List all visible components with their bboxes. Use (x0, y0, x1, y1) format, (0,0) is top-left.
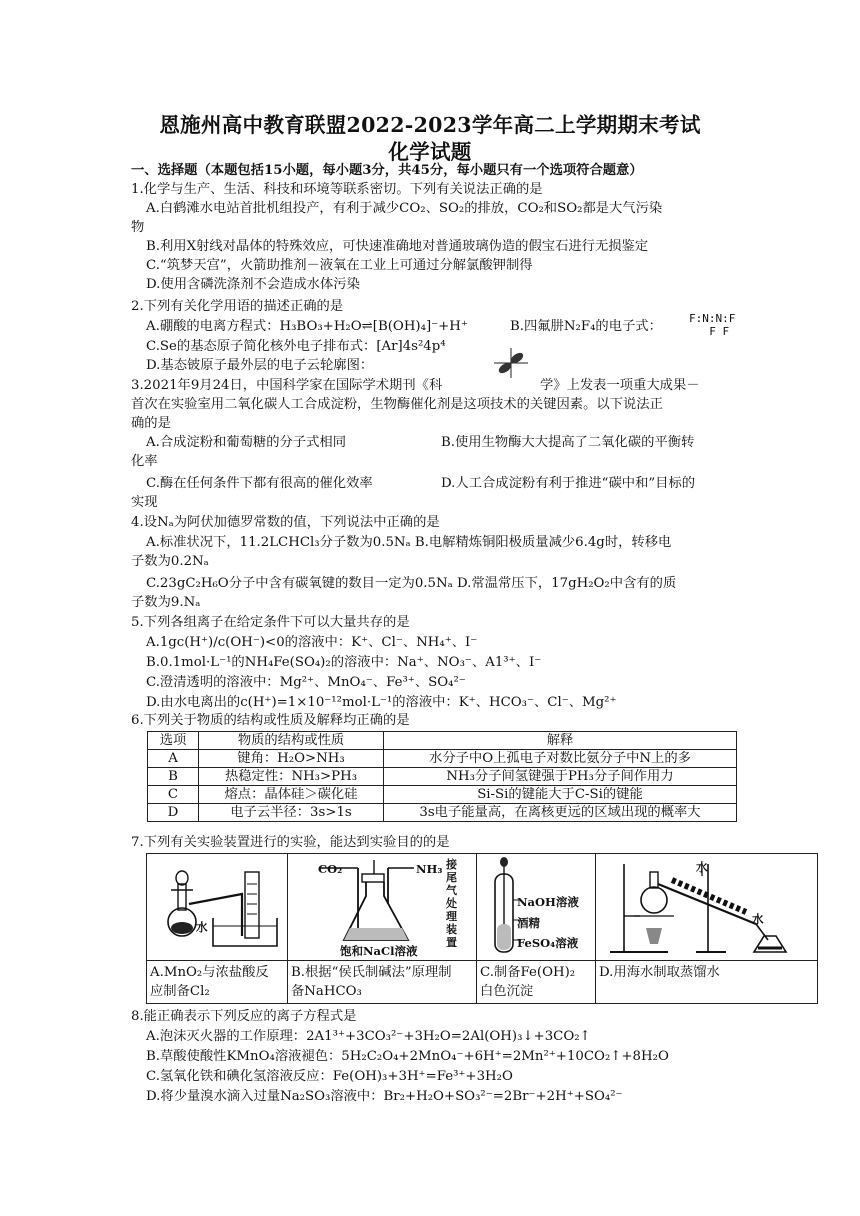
q6-table (147, 731, 737, 822)
lewis-top: F:N:N:F (689, 312, 736, 325)
q5-option-a: A.1gc(H⁺)/c(OH⁻)<0的溶液中：K⁺、Cl⁻、NH₄⁺、I⁻ (146, 635, 478, 650)
label-co2: CO₂ (318, 862, 343, 876)
table-row (148, 750, 737, 768)
exam-title: 恩施州高中教育联盟2022-2023学年高二上学期期末考试 (159, 113, 701, 137)
q8-option-a: A.泡沫灭火器的工作原理：2A1³⁺+3CO₃²⁻+3H₂O=2Al(OH)₃↓+3CO₂↑ (146, 1029, 591, 1044)
q2-option-b: B.四氟肼N₂F₄的电子式： (510, 319, 662, 334)
section-heading: 一、选择题（本题包括15小题，每小题3分，共45分，每小题只有一个选项符合题意） (131, 163, 643, 178)
lewis-bottom: F F (709, 325, 730, 338)
q6-header-property: 物质的结构或性质 (199, 732, 384, 750)
q8-option-b: B.草酸使酸性KMnO₄溶液褪色：5H₂C₂O₄+2MnO₄⁻+6H⁺=2Mn²⁺+10CO₂↑+8H₂O (146, 1049, 669, 1064)
q7-option-b-line1: B.根据“侯氏制碱法”原理制 (291, 965, 452, 980)
q7-option-c-line2: 白色沉淀 (480, 984, 534, 999)
q4-option-cd: C.23gC₂H₆O分子中含有碳氧键的数目一定为0.5Nₐ D.常温常压下，17gH₂O₂中含有的质 (146, 576, 677, 591)
q7-option-d-line1: D.用海水制取蒸馏水 (599, 965, 720, 980)
q4-option-d-cont: 子数为9.Nₐ (131, 595, 201, 610)
q5-option-b: B.0.1mol·L⁻¹的NH₄Fe(SO₄)₂的溶液中：Na⁺、NO₃⁻、A1³⁺、I⁻ (146, 655, 542, 670)
q7-option-c-line1: C.制备Fe(OH)₂ (480, 965, 576, 980)
q1-option-c: C.“筑梦天宫”，火箭助推剂－液氧在工业上可通过分解氯酸钾制得 (146, 258, 533, 273)
q3-option-c: C.酶在任何条件下都有很高的催化效率 (146, 476, 373, 491)
label-water-in: 水 (696, 860, 708, 874)
q7-image-a (147, 854, 288, 961)
q1-option-b: B.利用X射线对晶体的特殊效应，可快速准确地对普通玻璃伪造的假宝石进行无损鉴定 (146, 239, 649, 254)
q6-cell-explanation: NH₃分子间氢键强于PH₃分子间作用力 (384, 768, 737, 786)
q1-option-a: A.白鹤滩水电站首批机组投产，有利于减少CO₂、SO₂的排放，CO₂和SO₂都是大气污染 (146, 201, 663, 216)
label-alcohol: 酒精 (517, 916, 540, 930)
q6-cell-property: 热稳定性：NH₃>PH₃ (199, 768, 384, 786)
q7-image-b (288, 854, 477, 961)
q7-option-a (147, 961, 288, 1004)
q6-cell-property: 键角：H₂O>NH₃ (199, 750, 384, 768)
q6-stem: 6.下列关于物质的结构或性质及解释均正确的是 (131, 713, 410, 728)
q3-option-b-cont: 化率 (131, 454, 158, 469)
q3-option-d-cont: 实现 (131, 495, 158, 510)
exam-subtitle: 化学试题 (388, 140, 472, 164)
q7-image-d (596, 854, 818, 961)
q4-option-b-cont: 子数为0.2Nₐ (131, 554, 209, 569)
q2-option-a: A.硼酸的电离方程式：H₃BO₃+H₂O⇌[B(OH)₄]⁻+H⁺ (146, 319, 468, 334)
label-nh3: NH₃ (416, 862, 443, 876)
q6-header-explanation: 解释 (384, 732, 737, 750)
q2-option-d: D.基态铍原子最外层的电子云轮廓图： (146, 358, 374, 373)
lewis-structure-icon (689, 312, 735, 338)
q7-stem: 7.下列有关实验装置进行的实验，能达到实验目的的是 (131, 835, 450, 850)
q4-stem: 4.设Nₐ为阿伏加德罗常数的值，下列说法中正确的是 (131, 515, 440, 530)
label-water-a: 水 (196, 920, 208, 934)
q6-cell-option: C (148, 786, 199, 804)
label-feso4: FeSO₄溶液 (517, 936, 579, 950)
table-row (148, 786, 737, 804)
q1-option-d: D.使用含磷洗涤剂不会造成水体污染 (146, 277, 360, 292)
q6-cell-option: A (148, 750, 199, 768)
q2-option-c: C.Se的基态原子简化核外电子排布式：[Ar]4s²4p⁴ (146, 339, 446, 354)
q4-option-ab: A.标准状况下，11.2LCHCl₃分子数为0.5Nₐ B.电解精炼铜阳极质量减少6.4g时，转移电 (146, 535, 672, 550)
q5-stem: 5.下列各组离子在给定条件下可以大量共存的是 (131, 615, 410, 630)
q6-cell-property: 电子云半径：3s>1s (199, 804, 384, 822)
q7-option-c (477, 961, 596, 1004)
q5-option-c: C.澄清透明的溶液中：Mg²⁺、MnO₄⁻、Fe³⁺、SO₄²⁻ (146, 675, 466, 690)
q3-option-a: A.合成淀粉和葡萄糖的分子式相同 (146, 435, 346, 450)
p-orbital-icon (491, 346, 531, 380)
q3-stem-part2: 首次在实验室用二氧化碳人工合成淀粉，生物酶催化剂是这项技术的关键因素。以下说法正 (131, 397, 663, 412)
q5-option-d: D.由水电离出的c(H⁺)=1×10⁻¹²mol·L⁻¹的溶液中：K⁺、HCO₃⁻、Cl⁻、Mg²⁺ (146, 695, 617, 710)
q7-option-a-line2: 应制备Cl₂ (150, 984, 210, 999)
q6-cell-explanation: Si-Si的键能大于C-Si的键能 (384, 786, 737, 804)
q6-cell-property: 熔点：晶体硅＞碳化硅 (199, 786, 384, 804)
q6-cell-explanation: 水分子中O上孤电子对数比氨分子中N上的多 (384, 750, 737, 768)
q6-cell-explanation: 3s电子能量高，在离核更远的区域出现的概率大 (384, 804, 737, 822)
q6-table-header (148, 732, 737, 750)
table-row (148, 768, 737, 786)
chlorine-apparatus-icon (147, 854, 287, 960)
q6-cell-option: B (148, 768, 199, 786)
q7-option-b (288, 961, 477, 1004)
q7-image-c (477, 854, 596, 961)
q1-option-a-cont: 物 (131, 220, 145, 235)
table-row (148, 804, 737, 822)
q3-option-b: B.使用生物酶大大提高了二氧化碳的平衡转 (441, 435, 695, 450)
q8-option-d: D.将少量溴水滴入过量Na₂SO₃溶液中：Br₂+H₂O+SO₃²⁻=2Br⁻+2H⁺+SO₄²⁻ (146, 1089, 623, 1104)
q6-cell-option: D (148, 804, 199, 822)
label-water-out: 水 (752, 912, 764, 926)
label-naoh: NaOH溶液 (517, 895, 579, 909)
q3-stem-part3: 确的是 (131, 416, 171, 431)
q8-option-c: C.氢氧化铁和碘化氢溶液反应：Fe(OH)₃+3H⁺=Fe³⁺+3H₂O (146, 1069, 513, 1084)
q7-image-row (147, 854, 818, 961)
q7-apparatus-table (146, 853, 818, 1004)
q7-option-d (596, 961, 818, 1004)
label-saturated-nacl: 饱和NaCl溶液 (340, 944, 418, 958)
q3-stem-part1b: 学》上发表一项重大成果－ (540, 378, 700, 393)
q1-stem: 1.化学与生产、生活、科技和环境等联系密切。下列有关说法正确的是 (131, 182, 543, 197)
q7-caption-row (147, 961, 818, 1004)
q7-option-a-line1: A.MnO₂与浓盐酸反 (150, 965, 269, 980)
q2-stem: 2.下列有关化学用语的描述正确的是 (131, 299, 344, 314)
q8-stem: 8.能正确表示下列反应的离子方程式是 (131, 1009, 357, 1024)
q7-option-b-line2: 备NaHCO₃ (291, 984, 362, 999)
label-tail-gas: 接尾气处理装置 (446, 858, 457, 949)
q6-header-option: 选项 (148, 732, 199, 750)
q3-stem-part1: 3.2021年9月24日，中国科学家在国际学术期刊《科 (131, 378, 443, 393)
q3-option-d: D.人工合成淀粉有利于推进“碳中和”目标的 (441, 476, 696, 491)
